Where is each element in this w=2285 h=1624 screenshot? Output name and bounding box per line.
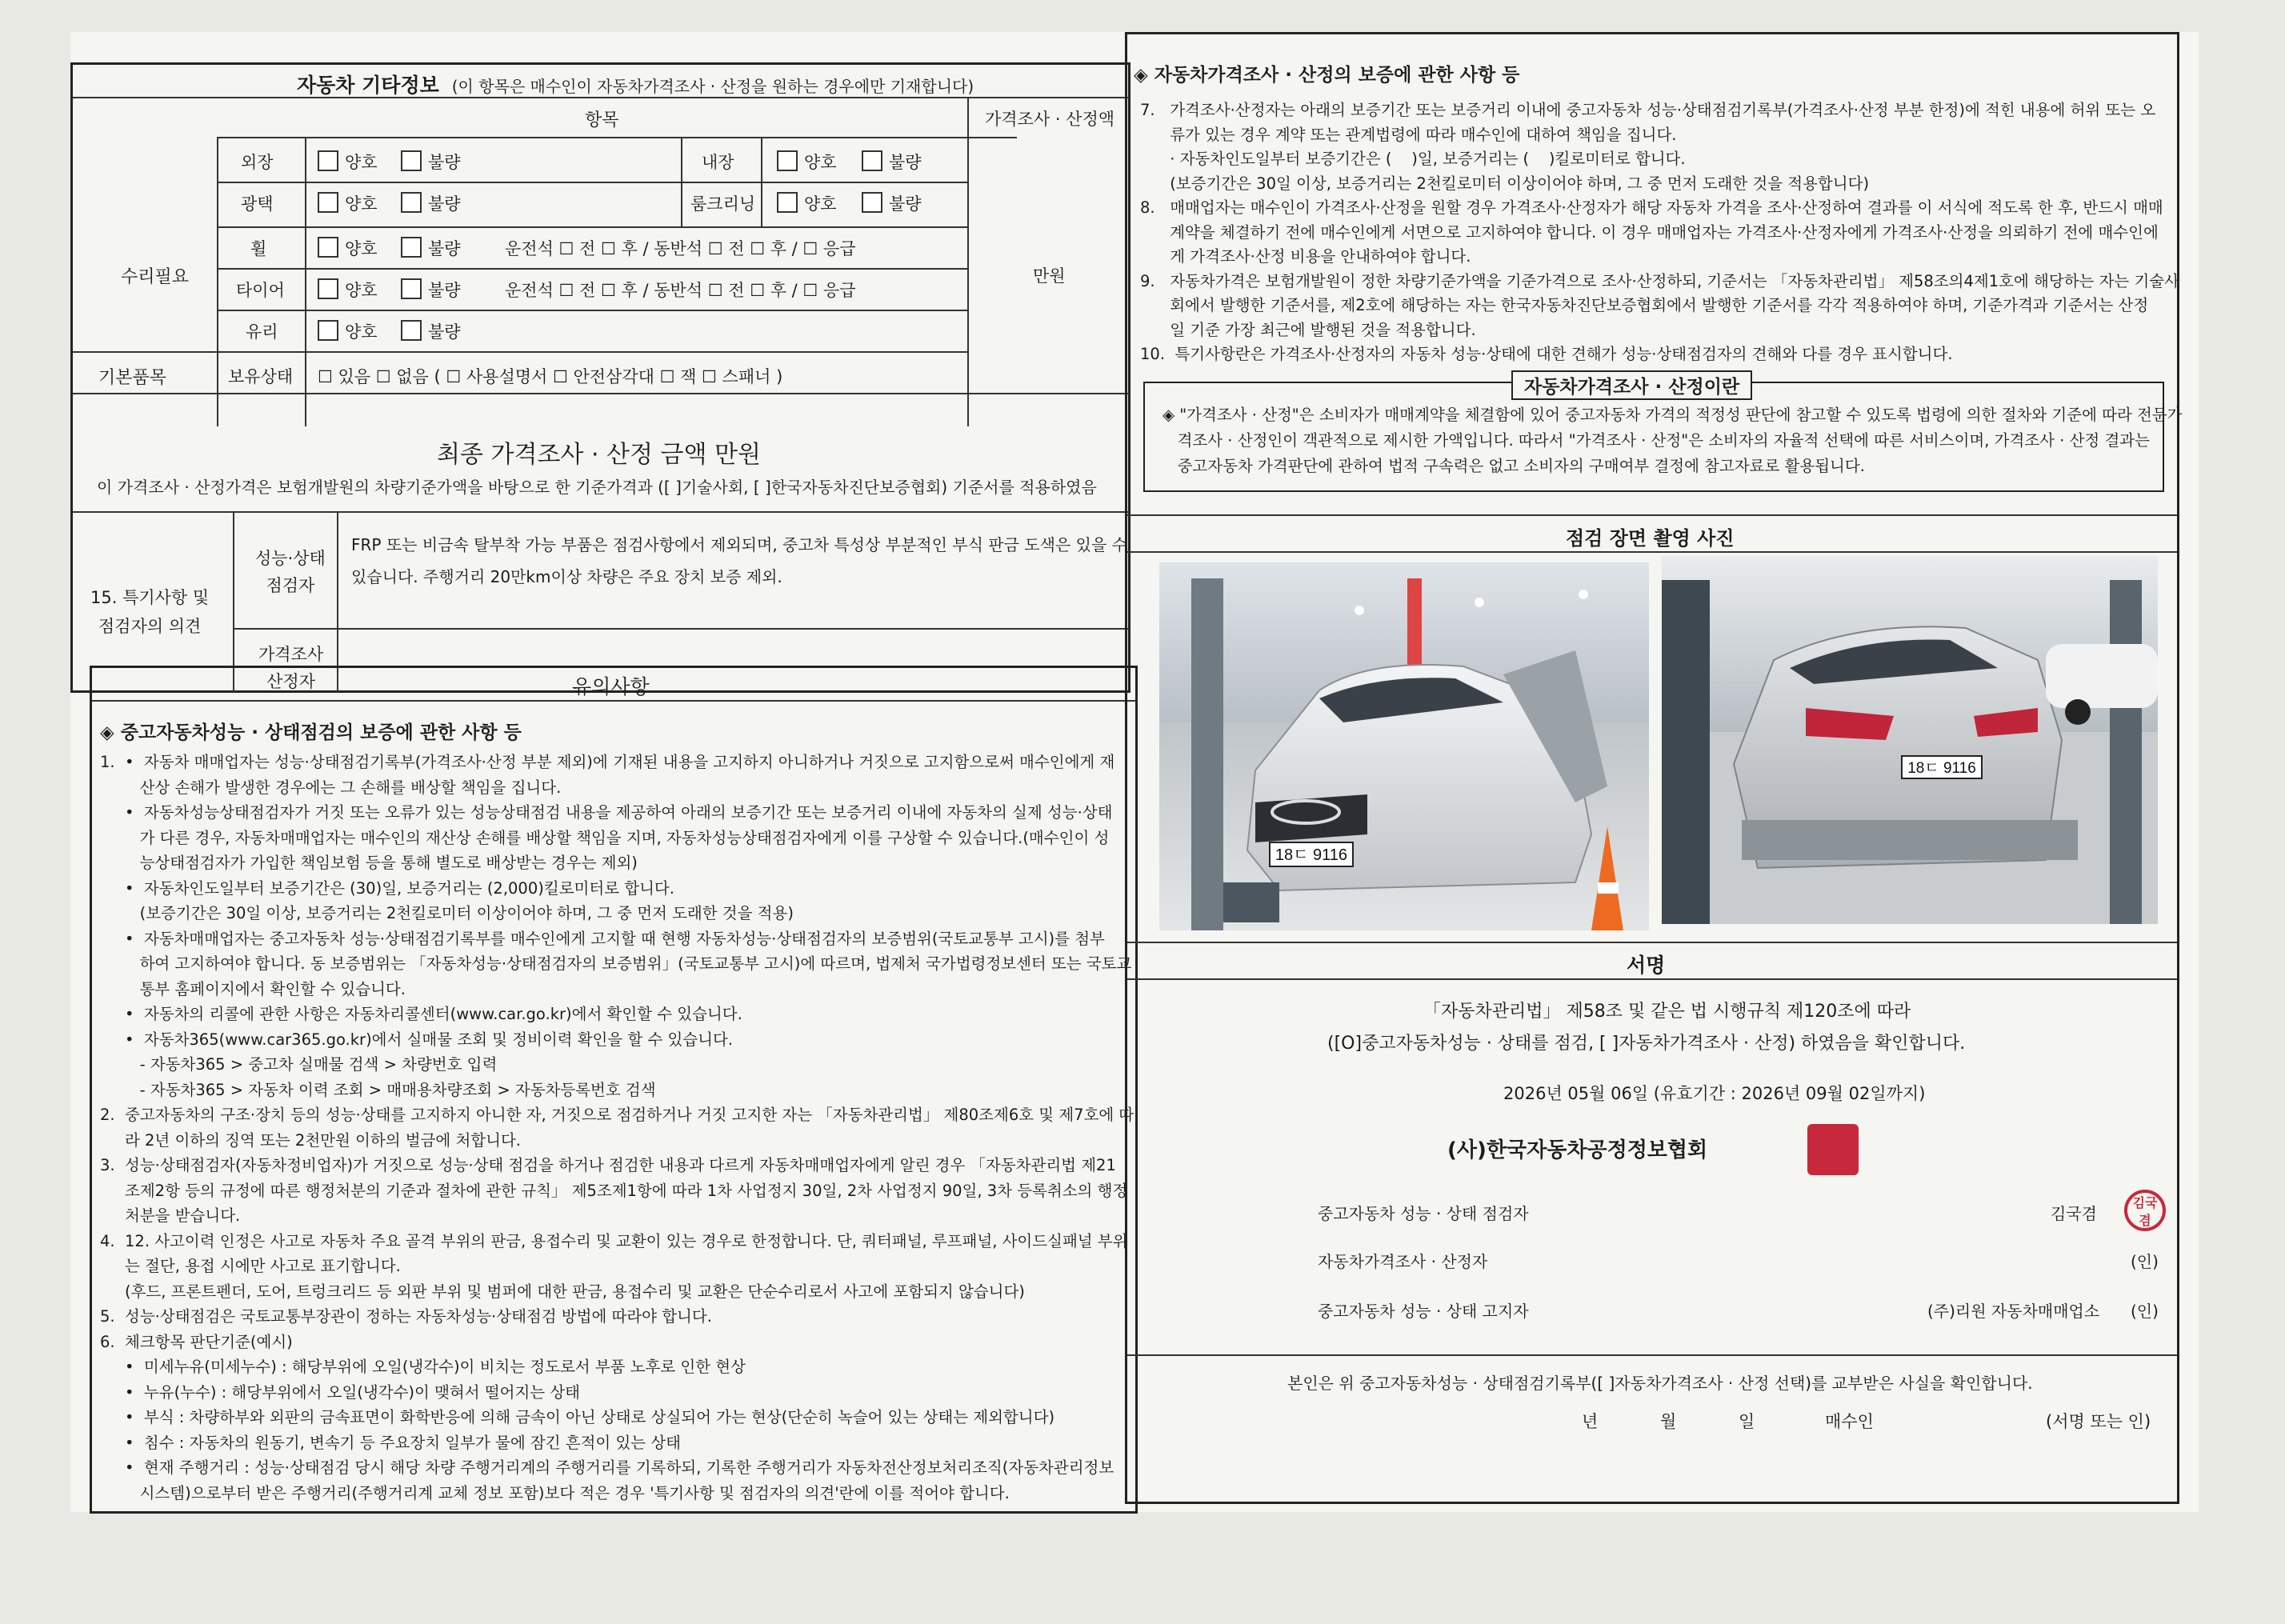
definition-line: 중고자동차 가격판단에 관하여 법적 구속력은 없고 소비자의 구매여부 결정에 참고자료로 활용됩니다. — [1163, 457, 1865, 475]
caution-warranty-title: ◈ 중고자동차성능 · 상태점검의 보증에 관한 사항 등 — [100, 722, 522, 743]
caution-line: • 자동차의 리콜에 관한 사항은 자동차리콜센터(www.car.go.kr)에서 확인할 수 있습니다. — [100, 1005, 742, 1023]
gloss-bad[interactable]: 불량 — [401, 191, 461, 215]
inspector-seal: 김국겸 — [2124, 1190, 2166, 1231]
row-label-exterior: 외장 — [241, 153, 274, 172]
document-sheet — [70, 32, 2199, 1512]
receipt-year: 년 — [1582, 1412, 1599, 1431]
caution-line: 가 다른 경우, 자동차매매업자는 매수인의 재산상 손해를 배상할 책임을 지며, 자동차성능상태점검자에게 이를 구상할 수 있습니다.(매수인이 성 — [100, 828, 1110, 847]
price-unit: 만원 — [1033, 266, 1066, 286]
price-warranty-line: (보증기간은 30일 이상, 보증거리는 2천킬로미터 이상이어야 하며, 그 중 먼저 도래한 것을 적용합니다) — [1140, 174, 1870, 193]
caution-line: • 현재 주행거리 : 성능·상태점검 당시 해당 차량 주행거리계의 주행거리를 기록하되, 기록한 주행거리가 자동차전산정보처리조직(자동차관리정보 — [100, 1458, 1114, 1477]
row-label-gloss: 광택 — [241, 194, 274, 214]
receipt-day: 일 — [1739, 1412, 1755, 1431]
caution-line: • 부식 : 차량하부와 외판의 금속표면이 화학반응에 의해 금속이 아닌 상태로 상실되어 가는 현상(단순히 녹슬어 있는 상태는 제외합니다) — [100, 1408, 1055, 1426]
cleaning-bad[interactable]: 불량 — [862, 191, 922, 215]
basic-status-options[interactable]: ☐ 있음 ☐ 없음 ( ☐ 사용설명서 ☐ 안전삼각대 ☐ 잭 ☐ 스패너 ) — [318, 367, 783, 386]
price-warranty-line: 계약을 체결하기 전에 매수인에게 서면으로 고지하여야 합니다. 이 경우 매매업자는 가격조사·산정자에게 가격조사·산정을 의뢰하기 전에 매수인에 — [1140, 222, 2159, 242]
tire-bad[interactable]: 불량 — [401, 278, 461, 302]
tire-seat-options[interactable]: 운전석 ☐ 전 ☐ 후 / 동반석 ☐ 전 ☐ 후 / ☐ 응급 — [505, 281, 856, 300]
glass-good[interactable]: 양호 — [318, 319, 378, 343]
caution-line: 2. 중고자동차의 구조·장치 등의 성능·상태를 고지하지 아니한 자, 거짓으로 점검하거나 거짓 고지한 자는 「자동차관리법」 제80조제6호 및 제7호에 따 — [100, 1106, 1134, 1124]
price-warranty-line: 9. 자동차가격은 보험개발원이 정한 차량기준가액을 기준가격으로 조사·산정하되, 기준서는 「자동차관리법」 제58조의4제1호에 해당하는 자는 기술사 — [1140, 271, 2179, 290]
role-inspector-label: 중고자동차 성능 · 상태 점검자 — [1318, 1204, 1529, 1223]
svg-text:18ㄷ 9116: 18ㄷ 9116 — [1275, 846, 1348, 864]
photo-title: 점검 장면 촬영 사진 — [1566, 527, 1735, 550]
other-info-note: (이 항목은 매수인이 자동차가격조사 · 산정을 원하는 경우에만 기재합니다) — [451, 77, 974, 96]
role-notifier-label: 중고자동차 성능 · 상태 고지자 — [1318, 1302, 1529, 1321]
svg-text:18ㄷ 9116: 18ㄷ 9116 — [1907, 760, 1976, 777]
wheel-seat-options[interactable]: 운전석 ☐ 전 ☐ 후 / 동반석 ☐ 전 ☐ 후 / ☐ 응급 — [505, 239, 856, 258]
definition-line: ◈ "가격조사 · 산정"은 소비자가 매매계약을 체결함에 있어 중고자동차 가격의 적정성 판단에 참고할 수 있도록 법령에 의한 절차와 기준에 따라 전문가 — [1163, 406, 2183, 424]
caution-line: • 자동차인도일부터 보증기간은 (30)일, 보증거리는 (2,000)킬로미터로 합니다. — [100, 878, 674, 898]
caution-line: - 자동차365 > 자동차 이력 조회 > 매매용차량조회 > 자동차등록번호 검색 — [100, 1080, 656, 1099]
tire-good[interactable]: 양호 — [318, 278, 378, 302]
price-warranty-line: 7. 가격조사·산정자는 아래의 보증기간 또는 보증거리 이내에 중고자동차 성능·상태점검기록부(가격조사·산정 부분 한정)에 적힌 내용에 허위 또는 오 — [1140, 101, 2156, 119]
definition-title: 자동차가격조사 · 산정이란 — [1511, 370, 1752, 400]
right-column — [1125, 32, 2183, 1504]
price-warranty-list — [1140, 98, 2179, 367]
group-repair-label: 수리필요 — [121, 267, 190, 287]
caution-line: 조제2항 등의 규정에 따른 행정처분의 기준과 절차에 관한 규칙」 제5조제1항에 따라 1차 사업정지 30일, 2차 사업정지 90일, 3차 등록취소의 행정 — [100, 1181, 1128, 1200]
signature-date: 2026년 05월 06일 (유효기간 : 2026년 09월 02일까지) — [1503, 1084, 1926, 1103]
interior-bad[interactable]: 불량 — [862, 150, 922, 174]
caution-line: 5. 성능·상태점검은 국토교통부장관이 정하는 자동차성능·상태점검 방법에 따라야 합니다. — [100, 1307, 712, 1326]
basic-status-label: 보유상태 — [228, 367, 294, 386]
final-price-note: 이 가격조사 · 산정가격은 보험개발원의 차량기준가액을 바탕으로 한 기준가격과 ([ ]기술사회, [ ]한국자동차진단보증협회) 기준서를 적용하였음 — [97, 478, 1097, 497]
row-label-tire: 타이어 — [236, 281, 285, 300]
inspection-photo-rear — [1662, 556, 2158, 924]
inspector-opinion: FRP 또는 비금속 탈부착 가능 부품은 점검사항에서 제외되며, 중고차 특성상 부분적인 부식 판금 도색은 있을 수 있습니다. 주행거리 20만km이상 차량은 주요 장치 보증 제외. — [351, 535, 1127, 586]
cleaning-good[interactable]: 양호 — [777, 191, 837, 215]
caution-line: 는 절단, 용접 시에만 사고로 표기합니다. — [100, 1257, 401, 1275]
price-warranty-title: ◈ 자동차가격조사 · 산정의 보증에 관한 사항 등 — [1134, 65, 1520, 86]
column-item: 항목 — [585, 110, 619, 130]
special-notes-label: 15. 특기사항 및 점검자의 의견 — [90, 588, 210, 636]
caution-line: (보증기간은 30일 이상, 보증거리는 2천킬로미터 이상이어야 하며, 그 중 먼저 도래한 것을 적용) — [100, 904, 794, 922]
caution-line: 통부 홈페이지에서 확인할 수 있습니다. — [100, 979, 406, 998]
receipt-month: 월 — [1660, 1412, 1677, 1431]
definition-text — [1163, 402, 2183, 479]
caution-line: • 미세누유(미세누수) : 해당부위에 오일(냉각수)이 비치는 정도로서 부품 노후로 인한 현상 — [100, 1358, 746, 1376]
price-warranty-line: 8. 매매업자는 매수인이 가격조사·산정을 원할 경우 가격조사·산정자가 해당 자동차 가격을 조사·산정하여 결과를 이 서식에 적도록 한 후, 반드시 매매 — [1140, 198, 2163, 217]
role-notifier-name: (주)리원 자동차매매업소 — [1927, 1302, 2100, 1321]
price-warranty-line: 게 가격조사·산정 비용을 안내하여야 합니다. — [1140, 247, 1471, 266]
group-basic-label: 기본품목 — [98, 368, 167, 388]
row-label-interior: 내장 — [702, 153, 734, 172]
caution-line: (후드, 프론트펜더, 도어, 트렁크리드 등 외판 부위 및 범퍼에 대한 판금, 용접수리 및 교환은 단순수리로서 사고에 포함되지 않습니다) — [100, 1282, 1025, 1301]
price-warranty-line: 회에서 발행한 기준서를, 제2호에 해당하는 자는 한국자동차진단보증협회에서 발행한 기준서를 각각 적용하여야 하며, 기준가격과 기준서는 산정 — [1140, 296, 2149, 314]
other-info-title: 자동차 기타정보 — [297, 74, 439, 97]
price-warranty-line: · 자동차인도일부터 보증기간은 ( )일, 보증거리는 ( )킬로미터로 합니다. — [1140, 150, 1686, 168]
price-warranty-line: 일 기준 가장 최근에 발행된 것을 적용합니다. — [1140, 320, 1476, 339]
caution-line: - 자동차365 > 중고차 실매물 검색 > 차량번호 입력 — [100, 1055, 498, 1074]
caution-list — [100, 750, 1134, 1506]
price-warranty-line: 10. 특기사항란은 가격조사·산정자의 자동차 성능·상태에 대한 견해가 성능·상태점검자의 견해와 다를 경우 표시합니다. — [1140, 345, 1953, 363]
wheel-bad[interactable]: 불량 — [401, 236, 461, 260]
role-inspector-name: 김국겸 — [2051, 1204, 2097, 1223]
caution-line: 라 2년 이하의 징역 또는 2천만원 이하의 벌금에 처합니다. — [100, 1130, 522, 1150]
appraiser-label: 가격조사 산정자 — [258, 645, 324, 691]
exterior-bad[interactable]: 불량 — [401, 150, 461, 174]
caution-line: 산상 손해가 발생한 경우에는 그 손해를 배상할 책임을 집니다. — [100, 778, 562, 797]
inspector-label: 성능·상태 점검자 — [255, 549, 326, 595]
caution-line: 6. 체크항목 판단기준(예시) — [100, 1332, 293, 1351]
caution-line: • 자동차매매업자는 중고자동차 성능·상태점검기록부를 매수인에게 고지할 때 현행 자동차성능·상태점검자의 보증범위(국토교통부 고시)를 첨부 — [100, 929, 1105, 948]
caution-line: 1. • 자동차 매매업자는 성능·상태점검기록부(가격조사·산정 부분 제외)에 기재된 내용을 고지하지 아니하거나 거짓으로 고지함으로써 매수인에게 재 — [100, 753, 1115, 771]
definition-line: 격조사 · 산정인이 객관적으로 제시한 가액입니다. 따라서 "가격조사 · 산정"은 소비자의 자율적 선택에 따른 서비스이며, 가격조사 · 산정 결과는 — [1163, 431, 2150, 450]
caution-section — [90, 666, 1138, 1514]
role-appraiser-mark: (인) — [2131, 1252, 2159, 1271]
caution-line: 시스템)으로부터 받은 주행거리(주행거리계 교체 정보 포함)보다 적은 경우 '특기사항 및 점검자의 의견'란에 이를 적어야 합니다. — [100, 1483, 1010, 1502]
wheel-good[interactable]: 양호 — [318, 236, 378, 260]
caution-line: • 누유(누수) : 해당부위에서 오일(냉각수)이 맺혀서 떨어지는 상태 — [100, 1382, 581, 1402]
signature-confirm-line: ([O]중고자동차성능 · 상태를 점검, [ ]자동차가격조사 · 산정) 하였음을 확인합니다. — [1327, 1034, 1966, 1054]
row-label-glass: 유리 — [246, 322, 278, 342]
caution-line: • 자동차성능상태점검자가 거짓 또는 오류가 있는 성능상태점검 내용을 제공하여 아래의 보증기간 또는 보증거리 이내에 자동차의 실제 성능·상태 — [100, 803, 1113, 822]
caution-line: • 침수 : 자동차의 원동기, 변속기 등 주요장치 일부가 물에 잠긴 흔적이 있는 상태 — [100, 1433, 681, 1452]
gloss-good[interactable]: 양호 — [318, 191, 378, 215]
final-price-title: 최종 가격조사 · 산정 금액 만원 — [437, 441, 761, 469]
interior-good[interactable]: 양호 — [777, 150, 837, 174]
column-price: 가격조사 · 산정액 — [985, 110, 1115, 129]
caution-line: 능상태점검자가 가입한 책임보험 등을 통해 별도로 배상받는 경우는 제외) — [100, 854, 638, 872]
association-stamp — [1807, 1124, 1859, 1175]
caution-line: 3. 성능·상태점검자(자동차정비업자)가 거짓으로 성능·상태 점검을 하거나 점검한 내용과 다르게 자동차매매업자에게 알린 경우 「자동차관리법 제21 — [100, 1156, 1116, 1174]
glass-bad[interactable]: 불량 — [401, 319, 461, 343]
signature-title: 서명 — [1627, 954, 1666, 977]
caution-title: 유의사항 — [572, 675, 650, 698]
caution-line: 하여 고지하여야 합니다. 동 보증범위는 「자동차성능·상태점검자의 보증범위」(국토교통부 고시)에 따르며, 법제처 국가법령정보센터 또는 국토교 — [100, 954, 1132, 973]
row-label-wheel: 휠 — [250, 239, 267, 258]
caution-line: 4. 12. 사고이력 인정은 사고로 자동차 주요 골격 부위의 판금, 용접수리 및 교환이 있는 경우로 한정합니다. 단, 쿼터패널, 루프패널, 사이드실패널 부위 — [100, 1231, 1128, 1250]
role-appraiser-label: 자동차가격조사 · 산정자 — [1318, 1252, 1488, 1271]
buyer-label: 매수인 — [1825, 1412, 1874, 1431]
exterior-good[interactable]: 양호 — [318, 150, 378, 174]
caution-line: • 자동차365(www.car365.go.kr)에서 실매물 조회 및 정비이력 확인을 할 수 있습니다. — [100, 1030, 734, 1049]
signature-law-line: 「자동차관리법」 제58조 및 같은 법 시행규칙 제120조에 따라 — [1423, 1002, 1911, 1022]
association-name: (사)한국자동차공정정보협회 — [1447, 1138, 1708, 1162]
buyer-signature-field[interactable]: (서명 또는 인) — [2046, 1412, 2151, 1431]
price-warranty-line: 류가 있는 경우 계약 또는 관계법령에 따라 매수인에 대하여 책임을 집니다. — [1140, 125, 1677, 144]
caution-line: 처분을 받습니다. — [100, 1206, 241, 1225]
other-info-table — [70, 62, 1130, 693]
receipt-confirmation: 본인은 위 중고자동차성능 · 상태점검기록부([ ]자동차가격조사 · 산정 선택)를 교부받은 사실을 확인합니다. — [1287, 1374, 2033, 1393]
inspection-photo-front — [1159, 562, 1649, 930]
role-notifier-mark: (인) — [2131, 1302, 2159, 1321]
other-info-header — [297, 70, 974, 98]
row-label-room-cleaning: 룸크리닝 — [690, 194, 756, 214]
